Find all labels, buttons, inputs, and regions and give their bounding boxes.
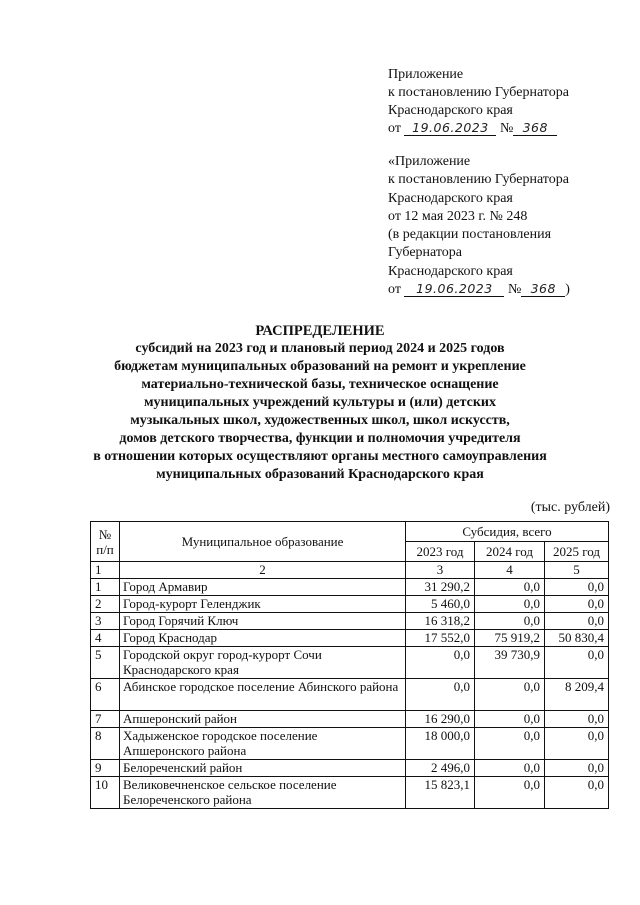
value-2023: 2 496,0	[406, 760, 475, 777]
row-number: 5	[91, 647, 120, 679]
handwritten-number: 368	[513, 121, 557, 136]
heading-line: домов детского творчества, функции и полномочия учредителя	[119, 431, 521, 446]
units-label: (тыс. рублей)	[530, 500, 610, 515]
quoted-line: Краснодарского края	[388, 190, 513, 206]
value-2024: 0,0	[475, 777, 545, 809]
value-2024: 0,0	[475, 579, 545, 596]
column-index-row	[91, 562, 609, 579]
quoted-line: (в редакции постановления	[388, 227, 552, 243]
row-number: 1	[91, 579, 120, 596]
handwritten-date: 19.06.2023	[404, 282, 504, 297]
heading-title: РАСПРЕДЕЛЕНИЕ	[255, 323, 385, 339]
header-year-2023: 2023 год	[406, 542, 475, 562]
municipality-name: Хадыженское городское поселение Апшеронского района	[120, 728, 406, 760]
table-row	[91, 613, 609, 630]
table-row	[91, 777, 609, 809]
row-number: 6	[91, 679, 120, 711]
value-2025: 0,0	[545, 777, 609, 809]
document-heading	[80, 322, 560, 484]
value-2024: 39 730,9	[475, 647, 545, 679]
value-2024: 0,0	[475, 728, 545, 760]
value-2025: 50 830,4	[545, 630, 609, 647]
value-2024: 0,0	[475, 613, 545, 630]
heading-line: в отношении которых осуществляют органы местного самоуправления	[93, 449, 547, 464]
header-municipality: Муниципальное образование	[120, 522, 406, 562]
from-label: от	[388, 121, 401, 136]
value-2023: 18 000,0	[406, 728, 475, 760]
closing-paren: )	[565, 282, 570, 298]
municipality-name: Апшеронский район	[120, 711, 406, 728]
heading-line: материально-технической базы, техническое оснащение	[141, 377, 499, 392]
index-cell: 4	[475, 562, 545, 579]
municipality-name: Город Краснодар	[120, 630, 406, 647]
value-2025: 0,0	[545, 728, 609, 760]
value-2023: 5 460,0	[406, 596, 475, 613]
value-2024: 75 919,2	[475, 630, 545, 647]
value-2023: 16 318,2	[406, 613, 475, 630]
value-2025: 0,0	[545, 647, 609, 679]
municipality-name: Великовечненское сельское поселение Белореченского района	[120, 777, 406, 809]
value-2023: 0,0	[406, 647, 475, 679]
row-number: 3	[91, 613, 120, 630]
from-label: от	[388, 282, 401, 298]
value-2023: 16 290,0	[406, 711, 475, 728]
quoted-line: Краснодарского края	[388, 263, 513, 279]
handwritten-date: 19.06.2023	[404, 121, 496, 136]
appendix-line: Краснодарского края	[388, 103, 513, 118]
value-2023: 31 290,2	[406, 579, 475, 596]
appendix-line: к постановлению Губернатора	[388, 85, 569, 100]
heading-line: бюджетам муниципальных образований на ремонт и укрепление	[114, 359, 526, 374]
quoted-title: «Приложение	[388, 154, 471, 169]
row-number: 9	[91, 760, 120, 777]
index-cell: 1	[91, 562, 120, 579]
row-number: 10	[91, 777, 120, 809]
value-2024: 0,0	[475, 679, 545, 711]
appendix-title: Приложение	[388, 67, 464, 82]
value-2025: 0,0	[545, 711, 609, 728]
value-2025: 0,0	[545, 760, 609, 777]
table-row	[91, 711, 609, 728]
table-row	[91, 679, 609, 711]
quoted-appendix	[388, 153, 570, 299]
row-number: 7	[91, 711, 120, 728]
distribution-table	[90, 521, 609, 809]
municipality-name: Город-курорт Геленджик	[120, 596, 406, 613]
value-2025: 0,0	[545, 613, 609, 630]
appendix-date-line	[388, 120, 569, 138]
value-2023: 17 552,0	[406, 630, 475, 647]
municipality-name: Городской округ город-курорт Сочи Краснодарского края	[120, 647, 406, 679]
heading-line: музыкальных школ, художественных школ, школ искусств,	[130, 413, 510, 428]
handwritten-number: 368	[521, 282, 565, 297]
header-year-2025: 2025 год	[545, 542, 609, 562]
table-row	[91, 760, 609, 777]
appendix-header	[388, 66, 569, 138]
heading-line: субсидий на 2023 год и плановый период 2024 и 2025 годов	[135, 341, 505, 356]
quoted-line: от 12 мая 2023 г. № 248	[388, 208, 528, 224]
table-row	[91, 596, 609, 613]
value-2025: 8 209,4	[545, 679, 609, 711]
index-cell: 3	[406, 562, 475, 579]
municipality-name: Абинское городское поселение Абинского района	[120, 679, 406, 711]
municipality-name: Белореченский район	[120, 760, 406, 777]
municipality-name: Город Горячий Ключ	[120, 613, 406, 630]
value-2025: 0,0	[545, 579, 609, 596]
table-row	[91, 579, 609, 596]
index-cell: 2	[120, 562, 406, 579]
header-subsidy: Субсидия, всего	[406, 522, 609, 542]
value-2023: 0,0	[406, 679, 475, 711]
header-year-2024: 2024 год	[475, 542, 545, 562]
quoted-date-line	[388, 281, 570, 299]
index-cell: 5	[545, 562, 609, 579]
municipality-name: Город Армавир	[120, 579, 406, 596]
number-label: №	[507, 282, 522, 298]
row-number: 4	[91, 630, 120, 647]
value-2025: 0,0	[545, 596, 609, 613]
row-number: 2	[91, 596, 120, 613]
number-label: №	[499, 121, 514, 136]
quoted-line: к постановлению Губернатора	[388, 172, 569, 188]
header-num: № п/п	[91, 522, 120, 562]
quoted-line: Губернатора	[388, 245, 463, 261]
table-row	[91, 647, 609, 679]
value-2024: 0,0	[475, 760, 545, 777]
table-row	[91, 728, 609, 760]
heading-line: муниципальных образований Краснодарского края	[156, 467, 484, 482]
value-2023: 15 823,1	[406, 777, 475, 809]
heading-line: муниципальных учреждений культуры и (или) детских	[143, 395, 496, 410]
value-2024: 0,0	[475, 596, 545, 613]
value-2024: 0,0	[475, 711, 545, 728]
row-number: 8	[91, 728, 120, 760]
table-row	[91, 630, 609, 647]
